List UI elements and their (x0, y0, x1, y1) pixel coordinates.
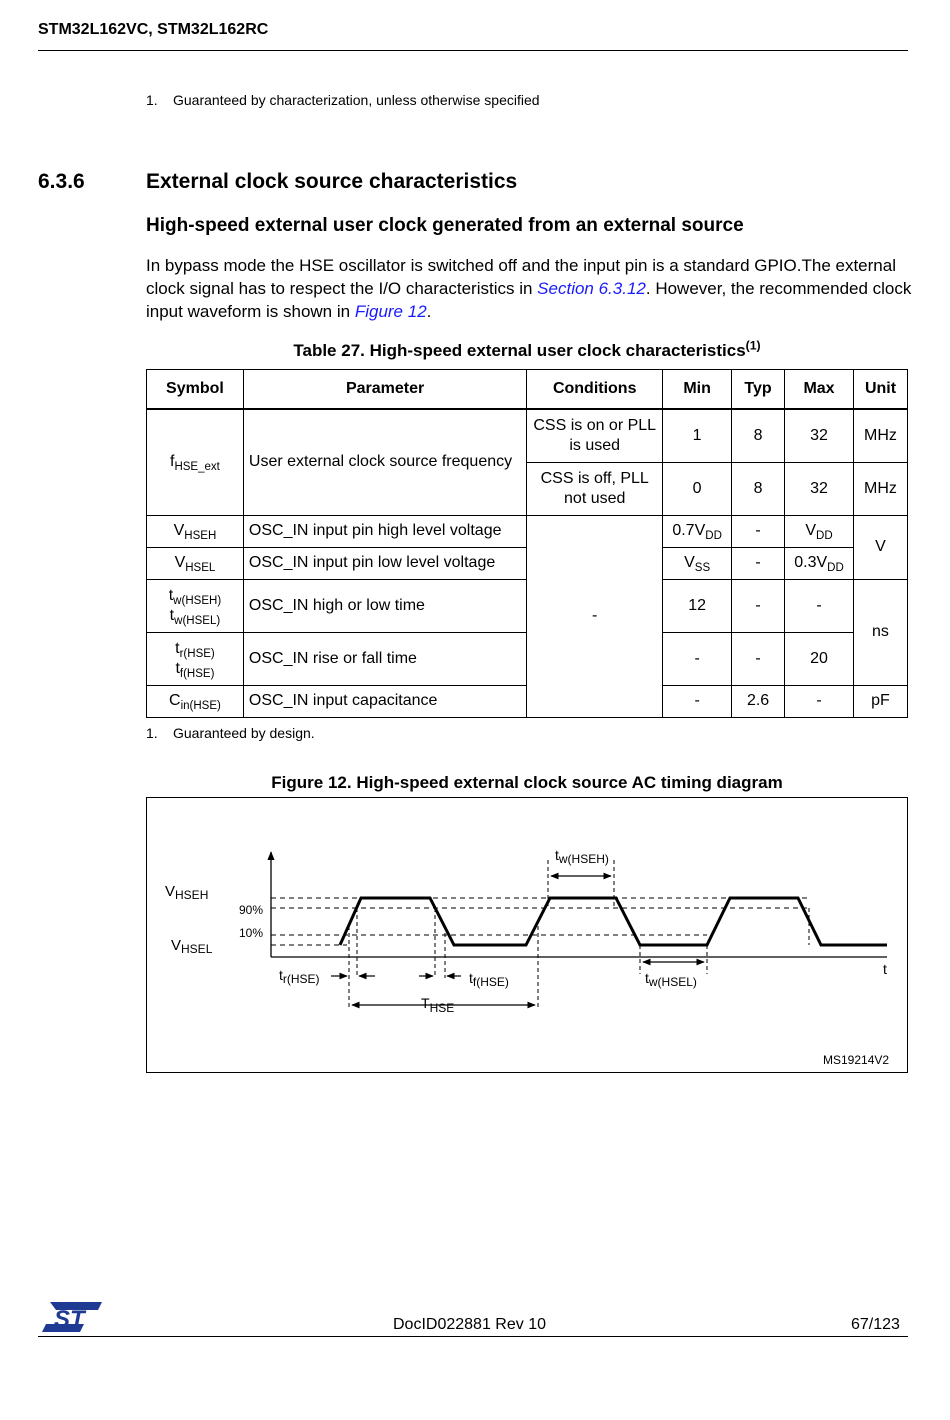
typ-value: 8 (732, 409, 785, 462)
table-row (147, 409, 908, 462)
symbol-vhsel: $V_{HSEL}$ (147, 547, 244, 579)
label-vhseh: $V_{HSEH}$ (165, 883, 209, 902)
symbol-trf: $t_{r(HSE)}$ $t_{f(HSE)}$ (147, 632, 244, 685)
figure-link[interactable]: Figure 12 (354, 302, 427, 321)
col-header-unit: Unit (853, 370, 907, 410)
label-tr-hse: tr(HSE) (279, 967, 320, 986)
label-time: t (883, 961, 887, 977)
label-90-percent: 90% (239, 903, 264, 917)
param-capacitance: OSC_IN input capacitance (243, 685, 526, 717)
typ-value: - (732, 547, 785, 579)
param-user-freq: User external clock source frequency (243, 409, 526, 515)
col-header-conditions: Conditions (527, 370, 663, 410)
table-footnote (146, 725, 315, 741)
label-tf-hse: tf(HSE) (469, 970, 509, 989)
cond-shared: - (527, 515, 663, 717)
svg-text:ST: ST (54, 1306, 85, 1333)
unit-volts: V (853, 515, 907, 579)
min-value: 0 (663, 462, 732, 515)
table-footnote-text: Guaranteed by design. (173, 725, 315, 741)
timing-diagram (146, 797, 908, 1073)
header-divider (38, 50, 908, 51)
unit-value: MHz (853, 409, 907, 462)
col-header-min: Min (663, 370, 732, 410)
label-tw-hsel: tw(HSEL) (645, 970, 697, 989)
typ-value: - (732, 632, 785, 685)
label-thse: THSE (421, 995, 455, 1015)
section-link[interactable]: Section 6.3.12 (537, 279, 646, 298)
unit-ns: ns (853, 579, 907, 685)
para-text-1: In bypass mode the HSE oscillator is switched off and the input pin is a standard GPIO.The external clock signal has to respect the I/O characteristics in (146, 256, 896, 298)
max-value: $V_{DD}$ (785, 515, 854, 547)
table-footnote-number: 1. (146, 725, 158, 741)
col-header-typ: Typ (732, 370, 785, 410)
timing-diagram-svg (147, 798, 907, 1072)
typ-value: 2.6 (732, 685, 785, 717)
min-value: 12 (663, 579, 732, 632)
table-caption-note: (1) (745, 338, 761, 353)
unit-value: pF (853, 685, 907, 717)
cond-css-off: CSS is off, PLL not used (527, 462, 663, 515)
min-value: 1 (663, 409, 732, 462)
table-row (147, 515, 908, 547)
label-vhsel: $V_{HSEL}$ (171, 937, 213, 956)
para-text-2: . However, the recommended clock input waveform is shown in (146, 279, 912, 321)
table-caption (146, 338, 908, 361)
col-header-max: Max (785, 370, 854, 410)
max-value: 20 (785, 632, 854, 685)
max-value: $0.3V_{DD}$ (785, 547, 854, 579)
label-10-percent: 10% (239, 926, 264, 940)
top-footnote-number: 1. (146, 92, 158, 108)
cond-css-on: CSS is on or PLL is used (527, 409, 663, 462)
table-caption-text: Table 27. High-speed external user clock characteristics (293, 341, 746, 360)
typ-value: - (732, 579, 785, 632)
min-value: $0.7V_{DD}$ (663, 515, 732, 547)
max-value: - (785, 579, 854, 632)
min-value: - (663, 685, 732, 717)
subsection-title: High-speed external user clock generated from an external source (146, 215, 744, 236)
typ-value: 8 (732, 462, 785, 515)
section-title: External clock source characteristics (146, 170, 518, 193)
symbol-cin: $C_{in(HSE)}$ (147, 685, 244, 717)
param-rise-fall-time: OSC_IN rise or fall time (243, 632, 526, 685)
symbol-vhseh: $V_{HSEH}$ (147, 515, 244, 547)
table-header-row (147, 370, 908, 410)
footer-divider (38, 1336, 908, 1337)
typ-value: - (732, 515, 785, 547)
param-high-voltage: OSC_IN input pin high level voltage (243, 515, 526, 547)
unit-value: MHz (853, 462, 907, 515)
min-value: - (663, 632, 732, 685)
page-header-title: STM32L162VC, STM32L162RC (38, 21, 269, 38)
st-logo (40, 1300, 102, 1334)
max-value: - (785, 685, 854, 717)
footer-page-number: 67/123 (851, 1316, 900, 1333)
param-low-voltage: OSC_IN input pin low level voltage (243, 547, 526, 579)
top-footnote (146, 92, 540, 108)
para-text-3: . (426, 302, 432, 321)
param-high-low-time: OSC_IN high or low time (243, 579, 526, 632)
max-value: 32 (785, 462, 854, 515)
intro-paragraph (146, 254, 916, 323)
figure-caption: Figure 12. High-speed external clock source AC timing diagram (271, 773, 783, 792)
label-tw-hseh: tw(HSEH) (555, 847, 609, 866)
figure-ref-code: MS19214V2 (823, 1053, 890, 1067)
min-value: $V_{SS}$ (663, 547, 732, 579)
symbol-tw: $t_{w(HSEH)}$ $t_{w(HSEL)}$ (147, 579, 244, 632)
max-value: 32 (785, 409, 854, 462)
clock-characteristics-table (146, 369, 908, 718)
footer-doc-id: DocID022881 Rev 10 (393, 1316, 546, 1333)
timing-markers (349, 860, 809, 1008)
col-header-parameter: Parameter (243, 370, 526, 410)
col-header-symbol: Symbol (147, 370, 244, 410)
symbol-fhse-ext: $f_{HSE\_ext}$ (147, 409, 244, 515)
section-number: 6.3.6 (38, 170, 85, 193)
top-footnote-text: Guaranteed by characterization, unless otherwise specified (173, 92, 540, 108)
